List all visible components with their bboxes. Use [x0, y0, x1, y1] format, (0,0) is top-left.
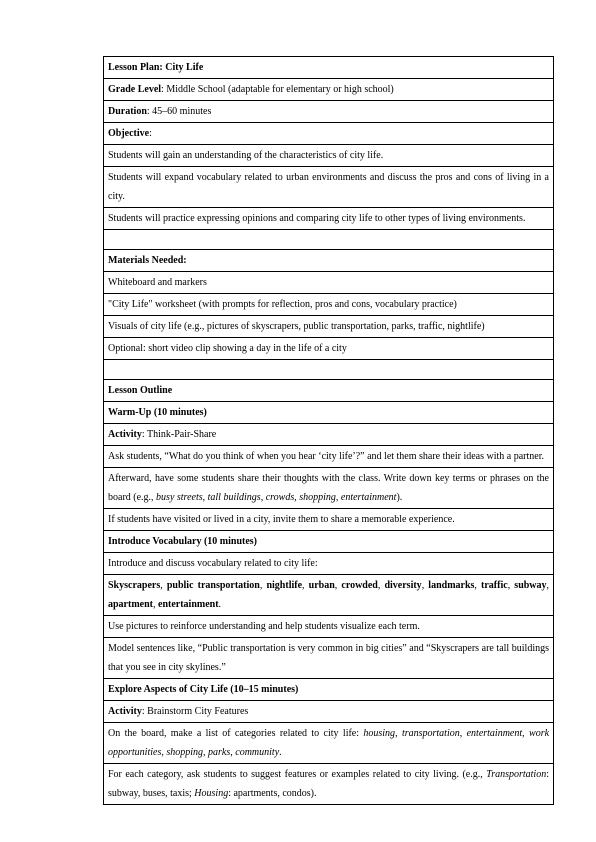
material-item: Whiteboard and markers — [104, 272, 554, 294]
lesson-plan-table — [103, 56, 554, 805]
warmup-ask: Ask students, “What do you think of when you hear ‘city life’?” and let them share their ideas with a partner. — [104, 446, 554, 468]
grade-level-row: Grade Level: Middle School (adaptable for elementary or high school) — [104, 79, 554, 101]
aspects-board: On the board, make a list of categories related to city life: housing, transportation, entertainment, work opportunities, shopping, parks, community. — [104, 723, 554, 764]
aspects-activity: Activity: Brainstorm City Features — [104, 701, 554, 723]
material-item: Optional: short video clip showing a day in the life of a city — [104, 338, 554, 360]
duration-row: Duration: 45–60 minutes — [104, 101, 554, 123]
warmup-heading: Warm-Up (10 minutes) — [104, 402, 554, 424]
warmup-activity: Activity: Think-Pair-Share — [104, 424, 554, 446]
objective-heading: Objective: — [104, 123, 554, 145]
material-item: "City Life" worksheet (with prompts for reflection, pros and cons, vocabulary practice) — [104, 294, 554, 316]
material-item: Visuals of city life (e.g., pictures of skyscrapers, public transportation, parks, traffic, nightlife) — [104, 316, 554, 338]
vocab-model: Model sentences like, “Public transportation is very common in big cities” and “Skyscrapers are tall buildings that you see in city skylines.” — [104, 638, 554, 679]
warmup-afterward: Afterward, have some students share their thoughts with the class. Write down key terms or phrases on the board (e.g., busy streets, tall buildings, crowds, shopping, entertainment). — [104, 468, 554, 509]
objective-item: Students will gain an understanding of the characteristics of city life. — [104, 145, 554, 167]
aspects-each: For each category, ask students to suggest features or examples related to city living. (e.g., Transportation: subway, buses, taxis; Housing: apartments, condos). — [104, 764, 554, 805]
empty-row — [104, 360, 554, 380]
objective-item: Students will expand vocabulary related to urban environments and discuss the pros and cons of living in a city. — [104, 167, 554, 208]
vocab-words: Skyscrapers, public transportation, nightlife, urban, crowded, diversity, landmarks, traffic, subway, apartment, entertainment. — [104, 575, 554, 616]
warmup-visited: If students have visited or lived in a city, invite them to share a memorable experience. — [104, 509, 554, 531]
vocab-pictures: Use pictures to reinforce understanding and help students visualize each term. — [104, 616, 554, 638]
empty-row — [104, 230, 554, 250]
vocab-heading: Introduce Vocabulary (10 minutes) — [104, 531, 554, 553]
objective-item: Students will practice expressing opinions and comparing city life to other types of living environments. — [104, 208, 554, 230]
lesson-plan-title: Lesson Plan: City Life — [104, 57, 554, 79]
vocab-intro: Introduce and discuss vocabulary related to city life: — [104, 553, 554, 575]
lesson-outline-heading: Lesson Outline — [104, 380, 554, 402]
materials-heading: Materials Needed: — [104, 250, 554, 272]
aspects-heading: Explore Aspects of City Life (10–15 minutes) — [104, 679, 554, 701]
